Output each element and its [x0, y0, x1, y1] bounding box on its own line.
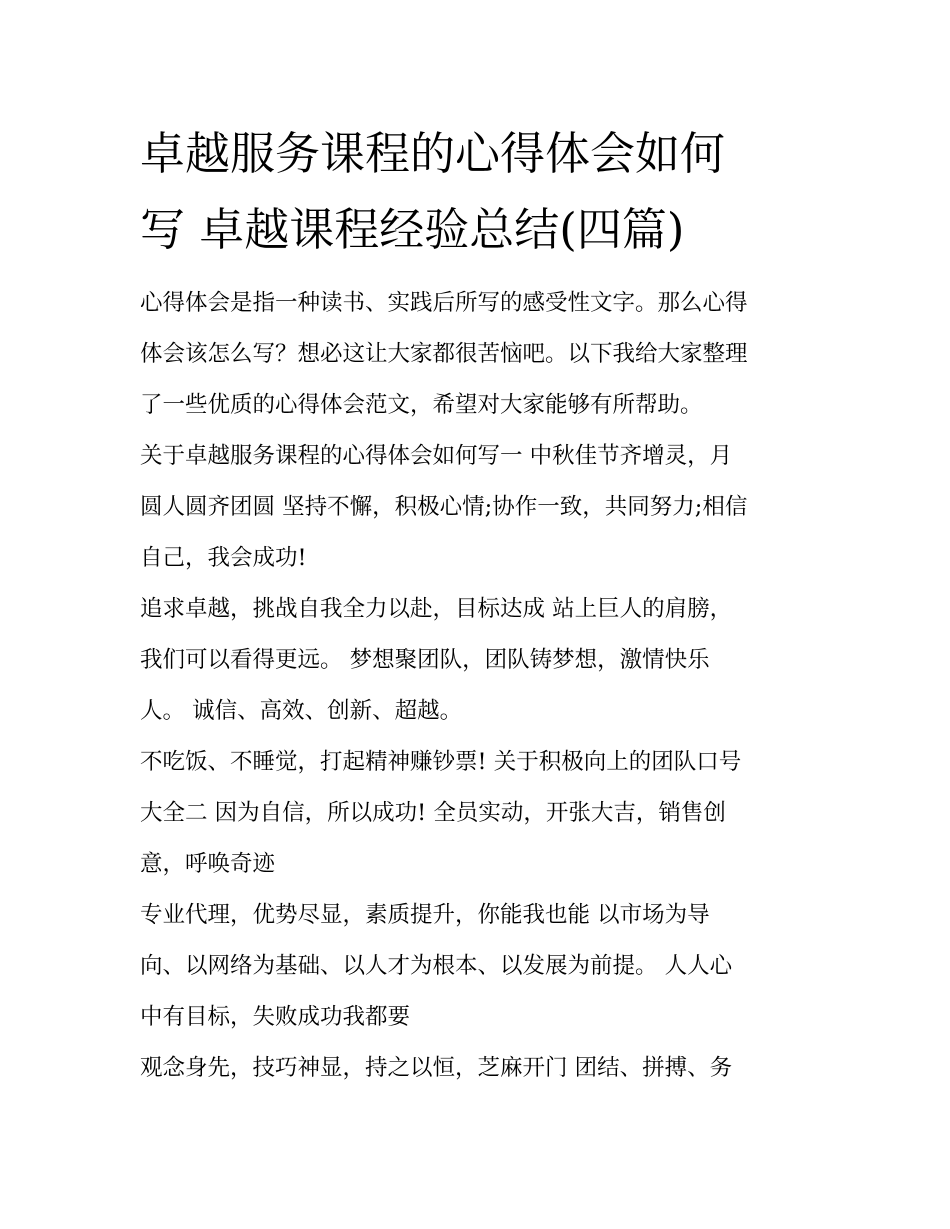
body-line: 人。 诚信、高效、创新、超越。: [140, 698, 463, 724]
body-line: 不吃饭、不睡觉，打起精神赚钞票! 关于积极向上的团队口号: [140, 749, 742, 775]
body-line: 了一些优质的心得体会范文，希望对大家能够有所帮助。: [140, 392, 703, 418]
body-line: 我们可以看得更远。 梦想聚团队，团队铸梦想，激情快乐: [140, 647, 710, 673]
body-line: 体会该怎么写？想必这让大家都很苦恼吧。以下我给大家整理: [140, 341, 748, 367]
body-line: 观念身先，技巧神显，持之以恒，芝麻开门 团结、拼搏、务: [140, 1055, 733, 1081]
body-line: 中有目标，失败成功我都要: [140, 1004, 411, 1030]
document-body: [140, 278, 820, 1094]
body-line: 追求卓越，挑战自我全力以赴，目标达成 站上巨人的肩膀，: [140, 596, 733, 622]
body-line: 关于卓越服务课程的心得体会如何写一 中秋佳节齐增灵，月: [140, 443, 733, 469]
body-line: 心得体会是指一种读书、实践后所写的感受性文字。那么心得: [140, 290, 748, 316]
document-title: [140, 116, 820, 268]
body-line: 大全二 因为自信，所以成功! 全员实动，开张大吉，销售创: [140, 800, 726, 826]
title-line-1: 卓越服务课程的心得体会如何: [140, 127, 726, 180]
body-line: 专业代理，优势尽显，素质提升，你能我也能 以市场为导: [140, 902, 710, 928]
body-line: 圆人圆齐团圆 坚持不懈，积极心情;协作一致，共同努力;相信: [140, 494, 748, 520]
body-line: 意，呼唤奇迹: [140, 851, 276, 877]
body-line: 向、以网络为基础、以人才为根本、以发展为前提。 人人心: [140, 953, 733, 979]
body-line: 自己，我会成功!: [140, 545, 307, 571]
title-line-2: 写 卓越课程经验总结(四篇): [140, 203, 685, 256]
